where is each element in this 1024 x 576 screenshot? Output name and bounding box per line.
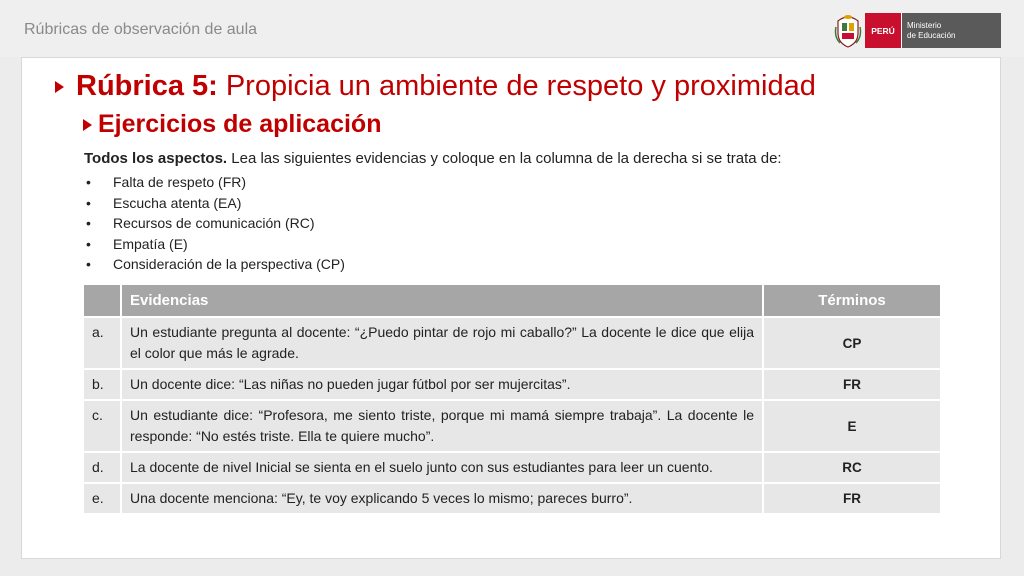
header-blank: [83, 284, 121, 317]
instructions: [84, 150, 782, 167]
table-row: [83, 317, 941, 369]
row-term: RC: [763, 452, 941, 483]
table-row: [83, 452, 941, 483]
evidence-table: [82, 283, 942, 515]
category-list: [84, 172, 345, 275]
ministry-line1: Ministerio: [907, 21, 942, 30]
heading-bold: Rúbrica 5:: [76, 70, 218, 102]
ministry-logo: [834, 13, 1001, 48]
top-bar: [0, 0, 1024, 57]
row-letter: e.: [83, 483, 121, 514]
deck-title: Rúbricas de observación de aula: [24, 21, 258, 38]
heading-rest: Propicia un ambiente de respeto y proximidad: [225, 70, 816, 102]
row-term: E: [763, 400, 941, 452]
list-item: • Falta de respeto (FR): [84, 172, 345, 193]
row-term: FR: [763, 483, 941, 514]
header-terminos: Términos: [763, 284, 941, 317]
triangle-bullet-icon: [83, 119, 92, 131]
row-evidence: Un estudiante dice: “Profesora, me siento triste, porque mi mamá siempre trabaja”. La docente le responde: “No estés triste. Ella te quiere mucho”.: [121, 400, 763, 452]
slide-heading: [55, 70, 816, 103]
table-header-row: [83, 284, 941, 317]
row-evidence: La docente de nivel Inicial se sienta en el suelo junto con sus estudiantes para leer un cuento.: [121, 452, 763, 483]
list-item: • Consideración de la perspectiva (CP): [84, 254, 345, 275]
header-evidencias: Evidencias: [121, 284, 763, 317]
instructions-bold: Todos los aspectos.: [84, 150, 228, 167]
peru-badge: PERÚ: [865, 13, 901, 48]
row-term: FR: [763, 369, 941, 400]
row-letter: c.: [83, 400, 121, 452]
instructions-rest: Lea las siguientes evidencias y coloque en la columna de la derecha si se trata de:: [227, 150, 782, 167]
row-letter: d.: [83, 452, 121, 483]
row-evidence: Una docente menciona: “Ey, te voy explicando 5 veces lo mismo; pareces burro”.: [121, 483, 763, 514]
row-letter: a.: [83, 317, 121, 369]
ministry-label: [901, 13, 1001, 48]
row-term: CP: [763, 317, 941, 369]
row-evidence: Un estudiante pregunta al docente: “¿Puedo pintar de rojo mi caballo?” La docente le dice que elija el color que más le agrade.: [121, 317, 763, 369]
list-item: • Escucha atenta (EA): [84, 193, 345, 214]
triangle-bullet-icon: [55, 81, 64, 93]
table-row: [83, 400, 941, 452]
list-item: • Empatía (E): [84, 234, 345, 255]
list-item: • Recursos de comunicación (RC): [84, 213, 345, 234]
coat-of-arms-icon: [834, 13, 862, 48]
slide-subheading: [83, 110, 381, 139]
row-letter: b.: [83, 369, 121, 400]
table-row: [83, 369, 941, 400]
row-evidence: Un docente dice: “Las niñas no pueden jugar fútbol por ser mujercitas”.: [121, 369, 763, 400]
ministry-line2: de Educación: [907, 31, 956, 40]
subheading-text: Ejercicios de aplicación: [98, 110, 382, 138]
table-row: [83, 483, 941, 514]
